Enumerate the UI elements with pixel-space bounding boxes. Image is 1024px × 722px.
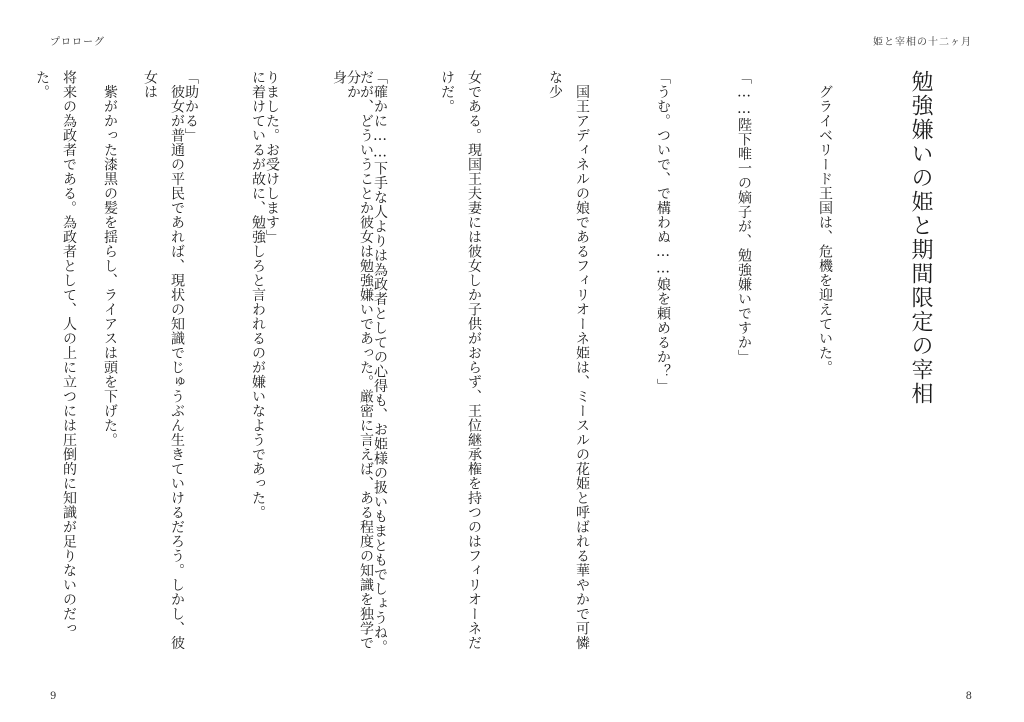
text-line: 「うむ。ついで、で構わぬ……娘を頼めるか？」 <box>655 70 671 393</box>
running-head-left: プロローグ <box>50 37 105 48</box>
page-number-right: 8 <box>965 691 972 702</box>
text-line: 将来の為政者である。為政者として、人の上に立つには圧倒的に知識が足りないのだった。 <box>34 70 77 636</box>
text-line: 女である。現国王夫妻には彼女しか子供がおらず、王位継承権を持つのはフィリオーネだけだ。 <box>439 70 482 650</box>
chapter-title: 勉強嫌いの姫と期間限定の宰相 <box>908 70 933 406</box>
right-text-block <box>0 70 994 655</box>
text-line: 「助かる」 <box>183 70 199 143</box>
text-line: 国王アディネルの娘であるフィリオーネ姫は、ミースルの花姫と呼ばれる華やかで可憐な少 <box>547 70 590 650</box>
text-line: りました。お受けします」 <box>264 70 280 244</box>
running-head-right: 姫と宰相の十二ヶ月 <box>873 37 972 48</box>
text-line: 「……陛下唯一の嫡子が、勉強嫌いですか」 <box>736 70 752 364</box>
text-line: 「確かに……下手な人よりは為政者としての心得も、お姫様の扱いもまともでしょうね。分か <box>345 70 388 654</box>
text-line: だが、どういうことか彼女は勉強嫌いであった。厳密に言えば、ある程度の知識を独学で身 <box>331 70 374 650</box>
text-line: 彼女が普通の平民であれば、現状の知識でじゅうぶん生きていけるだろう。しかし、彼女は <box>142 70 185 650</box>
text-line: に着けているが故に、勉強しろと言われるのが嫌いなようであった。 <box>250 70 266 520</box>
page-number-left: 9 <box>50 691 57 702</box>
text-line: グライベリード王国は、危機を迎えていた。 <box>817 70 833 375</box>
text-line: 紫がかった漆黒の髪を揺らし、ライアスは頭を下げた。 <box>102 70 118 447</box>
